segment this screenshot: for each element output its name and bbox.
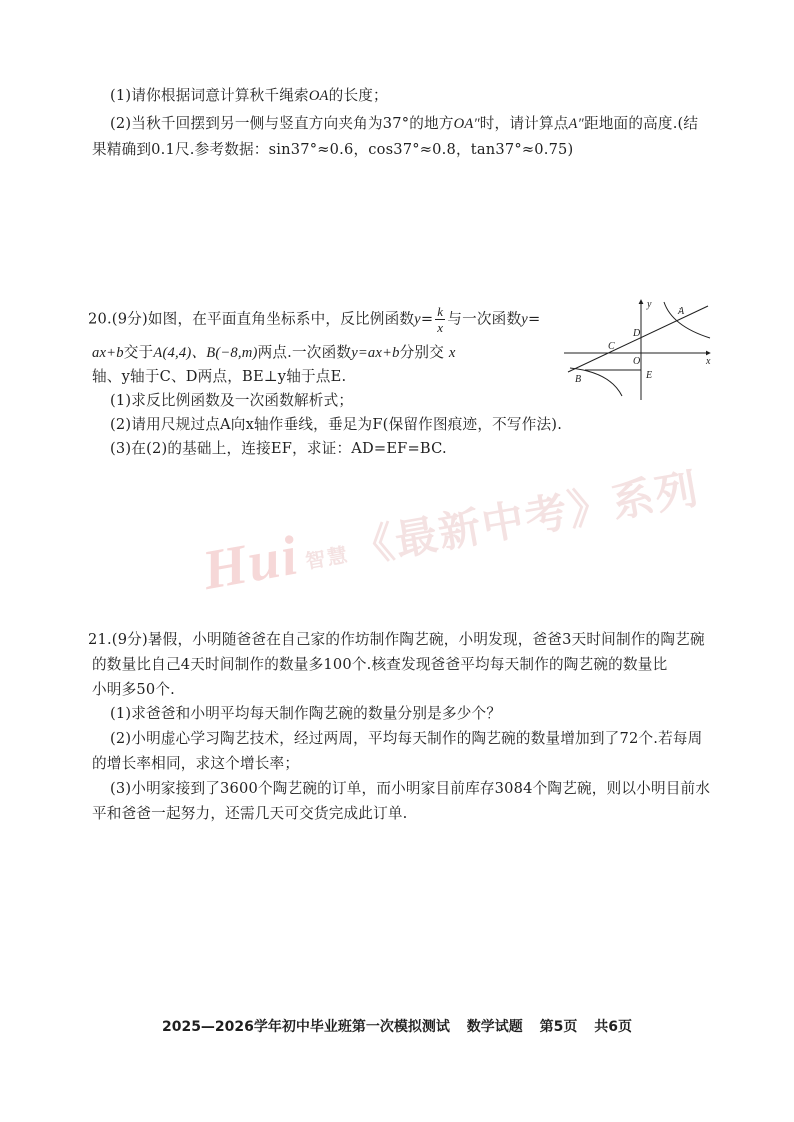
label-x: x: [706, 356, 711, 367]
q21-sub1: (1)求爸爸和小明平均每天制作陶艺碗的数量分别是多少个？: [110, 705, 502, 722]
q20-sub3: (3)在(2)的基础上，连接EF，求证：AD=EF=BC.: [110, 440, 447, 457]
page-footer: [0, 1016, 794, 1036]
q20-sub1: (1)求反比例函数及一次函数解析式；: [110, 392, 354, 409]
watermark: Hui智慧《最新中考》系列: [198, 463, 704, 603]
label-o: O: [633, 356, 641, 367]
q19-sub2-line1: (2)当秋千回摆到另一侧与竖直方向夹角为37°的地方OA″时，请计算点A″距地面的高度.(结: [110, 115, 699, 132]
q21-line3: 小明多50个.: [92, 681, 175, 698]
q21-sub3-line1: (3)小明家接到了3600个陶艺碗的订单，而小明家目前库存3084个陶艺碗，则以小明目前水: [110, 780, 711, 797]
label-a: A: [678, 306, 685, 317]
label-b: B: [575, 374, 582, 385]
q19-sub2-line2: 果精确到0.1尺.参考数据：sin37°≈0.6，cos37°≈0.8，tan37°≈0.75): [92, 141, 574, 158]
footer-title: 2025—2026学年初中毕业班第一次模拟测试: [161, 1019, 450, 1035]
footer-subject: 数学试题: [466, 1019, 523, 1035]
q20-line2: ax+b交于A(4,4)、B(−8,m)两点.一次函数y=ax+b分别交 x: [92, 344, 456, 361]
label-y: y: [647, 299, 652, 310]
q21-line1: 21.(9分)暑假，小明随爸爸在自己家的作坊制作陶艺碗，小明发现，爸爸3天时间制作的陶艺碗: [88, 631, 705, 648]
q21-sub3-line2: 平和爸爸一起努力，还需几天可交货完成此订单.: [92, 805, 408, 822]
q21-sub2-line1: (2)小明虚心学习陶艺技术，经过两周，平均每天制作的陶艺碗的数量增加到了72个.若每周: [110, 730, 703, 747]
fraction-k-over-x: $\frac{k}{x}$: [437, 304, 444, 335]
footer-page: 第5页: [539, 1019, 578, 1035]
q19-sub1: (1)请你根据词意计算秋千绳索OA的长度；: [110, 87, 388, 104]
watermark-logo: Hui: [198, 524, 304, 603]
hyperbola-branch-1: [664, 302, 710, 338]
q21-sub2-line2: 的增长率相同，求这个增长率；: [92, 755, 300, 772]
footer-total: 共6页: [594, 1019, 633, 1035]
label-e: E: [646, 370, 653, 381]
q20-sub2: (2)请用尺规过点A向x轴作垂线，垂足为F(保留作图痕迹，不写作法).: [110, 416, 563, 433]
label-c: C: [608, 341, 615, 352]
coordinate-figure: [560, 296, 720, 404]
q21-line2: 的数量比自己4天时间制作的数量多100个.核查发现爸爸平均每天制作的陶艺碗的数量比: [92, 656, 668, 673]
q20-line3: 轴、y轴于C、D两点，BE⊥y轴于点E.: [92, 368, 347, 385]
q20-line1: 20.(9分)如图，在平面直角坐标系中，反比例函数y= $\frac{k}{x}$ 与一次函数y=: [88, 304, 541, 335]
label-d: D: [633, 328, 641, 339]
